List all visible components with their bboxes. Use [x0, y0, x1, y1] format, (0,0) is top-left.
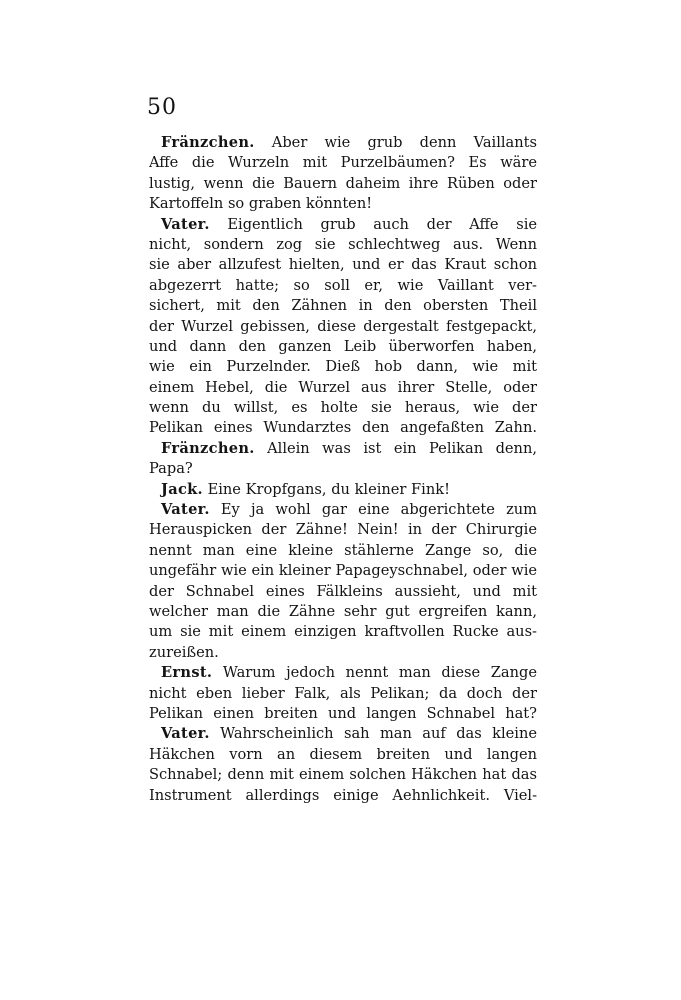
line-text: wie ein Purzelnder. Dieß hob dann, wie mit: [149, 358, 537, 376]
dialogue-line-speaker: [149, 215, 537, 235]
speaker-name: Vater.: [161, 215, 210, 233]
speaker-name: Fränzchen.: [161, 134, 255, 151]
line-text: sichert, mit den Zähnen in den obersten Theil: [149, 297, 537, 315]
text-line: [149, 582, 537, 602]
dialogue-line-speaker: [149, 724, 537, 744]
dialogue-line-speaker: [149, 663, 537, 683]
dialogue-line-speaker: [149, 133, 537, 153]
text-line: [149, 459, 537, 479]
text-line: [149, 337, 537, 357]
speaker-name: Fränzchen.: [161, 439, 255, 457]
text-line: [149, 174, 537, 194]
line-text: einem Hebel, die Wurzel aus ihrer Stelle, oder: [149, 378, 537, 396]
line-text: Pelikan einen breiten und langen Schnabel hat?: [149, 704, 537, 722]
page-number: 50: [147, 95, 177, 120]
line-text: Allein was ist ein Pelikan denn,: [254, 439, 537, 457]
text-line: [149, 276, 537, 296]
speaker-name: Ernst.: [161, 664, 213, 682]
text-line: [149, 378, 537, 398]
line-text: Aber wie grub denn Vaillants: [254, 134, 537, 151]
text-line: [149, 541, 537, 561]
dialogue-line-speaker: [149, 480, 537, 500]
line-text: wenn du willst, es holte sie heraus, wie der: [149, 399, 537, 417]
line-text: abgezerrt hatte; so soll er, wie Vaillant ver-: [149, 276, 537, 294]
text-line: [149, 622, 537, 642]
text-line: [149, 296, 537, 316]
text-line: [149, 357, 537, 377]
text-line: [149, 765, 537, 785]
text-line: [149, 235, 537, 255]
line-text: der Wurzel gebissen, diese dergestalt festgepackt,: [149, 317, 537, 335]
line-text: Eigentlich grub auch der Affe sie: [209, 215, 537, 233]
line-text: nicht eben lieber Falk, als Pelikan; da doch der: [149, 684, 537, 702]
line-text: und dann den ganzen Leib überworfen haben,: [149, 337, 537, 355]
page-text: [149, 133, 537, 806]
line-text: Eine Kropfgans, du kleiner Fink!: [202, 480, 450, 498]
text-line: [149, 745, 537, 765]
line-text: Affe die Wurzeln mit Purzelbäumen? Es wäre: [149, 154, 537, 172]
line-text: Ey ja wohl gar eine abgerichtete zum: [209, 501, 537, 519]
speaker-name: Jack.: [161, 480, 203, 498]
line-text: Häkchen vorn an diesem breiten und langen: [149, 745, 537, 763]
line-text: lustig, wenn die Bauern daheim ihre Rüben oder: [149, 174, 537, 192]
line-text: Papa?: [149, 460, 193, 478]
speaker-name: Vater.: [161, 725, 210, 743]
text-line: [149, 520, 537, 540]
text-line: [149, 786, 537, 806]
line-text: zureißen.: [149, 643, 219, 661]
text-line: [149, 194, 537, 214]
line-text: Kartoffeln so graben könnten!: [149, 195, 373, 213]
line-text: ungefähr wie ein kleiner Papageyschnabel, oder wie: [149, 562, 537, 580]
line-text: Warum jedoch nennt man diese Zange: [212, 664, 537, 682]
text-line: [149, 684, 537, 704]
text-line: [149, 153, 537, 173]
line-text: um sie mit einem einzigen kraftvollen Rucke aus-: [149, 623, 537, 641]
speaker-name: Vater.: [161, 501, 210, 519]
text-line: [149, 602, 537, 622]
text-line: [149, 643, 537, 663]
line-text: Instrument allerdings einige Aehnlichkeit. Viel-: [149, 786, 537, 804]
line-text: der Schnabel eines Fälkleins aussieht, und mit: [149, 582, 537, 600]
line-text: sie aber allzufest hielten, und er das Kraut schon: [149, 256, 537, 274]
text-line: [149, 418, 537, 438]
text-line: [149, 561, 537, 581]
line-text: Herauspicken der Zähne! Nein! in der Chirurgie: [149, 521, 537, 539]
line-text: Schnabel; denn mit einem solchen Häkchen hat das: [149, 766, 537, 784]
line-text: Pelikan eines Wundarztes den angefaßten Zahn.: [149, 419, 537, 437]
line-text: nennt man eine kleine stählerne Zange so, die: [149, 541, 537, 559]
dialogue-line-speaker: [149, 500, 537, 520]
text-line: [149, 255, 537, 275]
line-text: Wahrscheinlich sah man auf das kleine: [209, 725, 537, 743]
line-text: welcher man die Zähne sehr gut ergreifen kann,: [149, 602, 537, 620]
text-line: [149, 704, 537, 724]
dialogue-line-speaker: [149, 439, 537, 459]
text-line: [149, 317, 537, 337]
line-text: nicht, sondern zog sie schlechtweg aus. Wenn: [149, 235, 537, 253]
text-line: [149, 398, 537, 418]
